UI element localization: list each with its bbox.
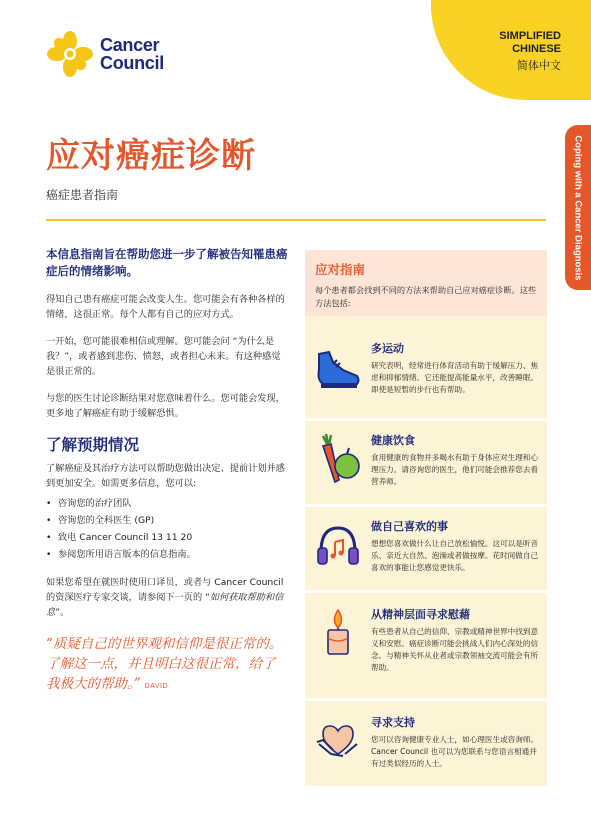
side-tab bbox=[565, 125, 591, 290]
guide-item-text bbox=[371, 432, 541, 488]
paragraph-1: 得知自己患有癌症可能会改变人生。您可能会有各种各样的情绪，这很正常。每个人都有自己的应对方式。 bbox=[46, 294, 285, 320]
headphones-icon bbox=[313, 518, 363, 572]
closing-text: 如果您希望在就医时使用口译员，或者与 Cancer Council 的资深医疗专家交谈，请参阅下一页的 “ bbox=[46, 577, 284, 603]
guide-header bbox=[305, 250, 547, 316]
candle-icon bbox=[313, 606, 363, 660]
list-item: • 参阅您所用语言版本的信息指南。 bbox=[46, 546, 288, 563]
section-intro: 了解癌症及其治疗方法可以帮助您做出决定、提前计划并感到更加安全。如需更多信息，您可以: bbox=[46, 463, 285, 489]
guide-intro: 每个患者都会找到不同的方法来帮助自己应对癌症诊断。这些方法包括: bbox=[315, 285, 537, 308]
language-english bbox=[499, 30, 561, 56]
language-english-line2: CHINESE bbox=[512, 43, 561, 55]
running-shoe-icon bbox=[313, 340, 363, 394]
guide-item-text bbox=[371, 340, 541, 396]
guide-title: 应对指南 bbox=[315, 262, 366, 277]
guide-separator bbox=[305, 418, 547, 421]
quote-text: “质疑自己的世界观和信仰是很正常的。了解这一点，并且明白这很正常，给了我极大的帮助。” bbox=[46, 636, 283, 692]
page-title: 应对癌症诊断 bbox=[46, 136, 256, 176]
coping-guide-panel bbox=[305, 250, 547, 786]
guide-item-title: 多运动 bbox=[371, 342, 404, 355]
guide-item-description: 想想您喜欢做什么让自己放松愉悦。这可以是听音乐、亲近大自然、泡澡或者做按摩。花时间做自己喜欢的事能让您感觉更快乐。 bbox=[371, 539, 539, 572]
quote-author: DAVID bbox=[144, 683, 169, 690]
brand-line1: Cancer bbox=[100, 35, 160, 55]
brand-name bbox=[100, 36, 164, 72]
guide-item-description: 食用健康的食物并多喝水有助于身体应对生理和心理压力。请咨询您的医生，他们可能会推荐您去看营养师。 bbox=[371, 453, 539, 486]
list-item: • 咨询您的治疗团队 bbox=[46, 495, 288, 512]
guide-item-text bbox=[371, 714, 541, 770]
paragraph-2: 一开始，您可能很难相信或理解。您可能会问 “为什么是我？”，或者感到悲伤、愤怒，或者担心未来。有这种感觉是很正常的。 bbox=[46, 336, 281, 377]
guide-item-description: 有些患者从自己的信仰、宗教或精神世界中找到意义和安慰。癌症诊断可能会挑战人们内心深处的信念。与精神关怀从业者或宗教领袖交流可能会有所帮助。 bbox=[371, 627, 539, 672]
guide-separator bbox=[305, 698, 547, 701]
helping-hands-icon bbox=[313, 714, 363, 768]
guide-item-text bbox=[371, 606, 541, 674]
language-badge bbox=[431, 0, 591, 100]
resource-list bbox=[46, 495, 288, 563]
guide-item-title: 从精神层面寻求慰藉 bbox=[371, 608, 470, 621]
side-tab-label: Coping with a Cancer Diagnosis bbox=[572, 134, 584, 281]
guide-separator bbox=[305, 590, 547, 593]
daffodil-icon bbox=[46, 30, 94, 78]
title-divider bbox=[46, 219, 546, 221]
language-english-line1: SIMPLIFIED bbox=[499, 30, 561, 42]
guide-item-title: 做自己喜欢的事 bbox=[371, 520, 448, 533]
closing-end: ”。 bbox=[55, 607, 70, 618]
guide-item-description: 研究表明，经常进行体育活动有助于缓解压力、焦虑和抑郁情绪。它还能提高能量水平，改善睡眠。即使是短暂的步行也有帮助。 bbox=[371, 361, 539, 394]
guide-item-text bbox=[371, 518, 541, 574]
guide-item-description: 您可以咨询健康专业人士，如心理医生或咨询师。Cancer Council 也可以为您联系与您语言相通并有过类似经历的人士。 bbox=[371, 735, 539, 768]
guide-item-title: 寻求支持 bbox=[371, 716, 415, 729]
cancer-council-logo bbox=[46, 30, 186, 78]
list-item: • 咨询您的全科医生 (GP) bbox=[46, 512, 288, 529]
guide-item-title: 健康饮食 bbox=[371, 434, 415, 447]
list-item: • 致电 Cancer Council 13 11 20 bbox=[46, 529, 288, 546]
language-native: 简体中文 bbox=[517, 59, 561, 72]
help-info-reference: 如何获取帮助和信息 bbox=[46, 592, 284, 618]
guide-separator bbox=[305, 504, 547, 507]
page-subtitle: 癌症患者指南 bbox=[46, 188, 119, 202]
lead-paragraph: 本信息指南旨在帮助您进一步了解被告知罹患癌症后的情绪影响。 bbox=[46, 247, 288, 278]
closing-paragraph bbox=[46, 575, 288, 620]
section-heading: 了解预期情况 bbox=[46, 435, 140, 454]
brand-line2: Council bbox=[100, 53, 164, 73]
paragraph-3: 与您的医生讨论诊断结果对您意味着什么。您可能会发现，更多地了解癌症有助于缓解恐惧。 bbox=[46, 393, 285, 419]
fruit-vegetable-icon bbox=[313, 432, 363, 486]
main-column bbox=[46, 246, 288, 697]
patient-quote bbox=[46, 634, 288, 697]
